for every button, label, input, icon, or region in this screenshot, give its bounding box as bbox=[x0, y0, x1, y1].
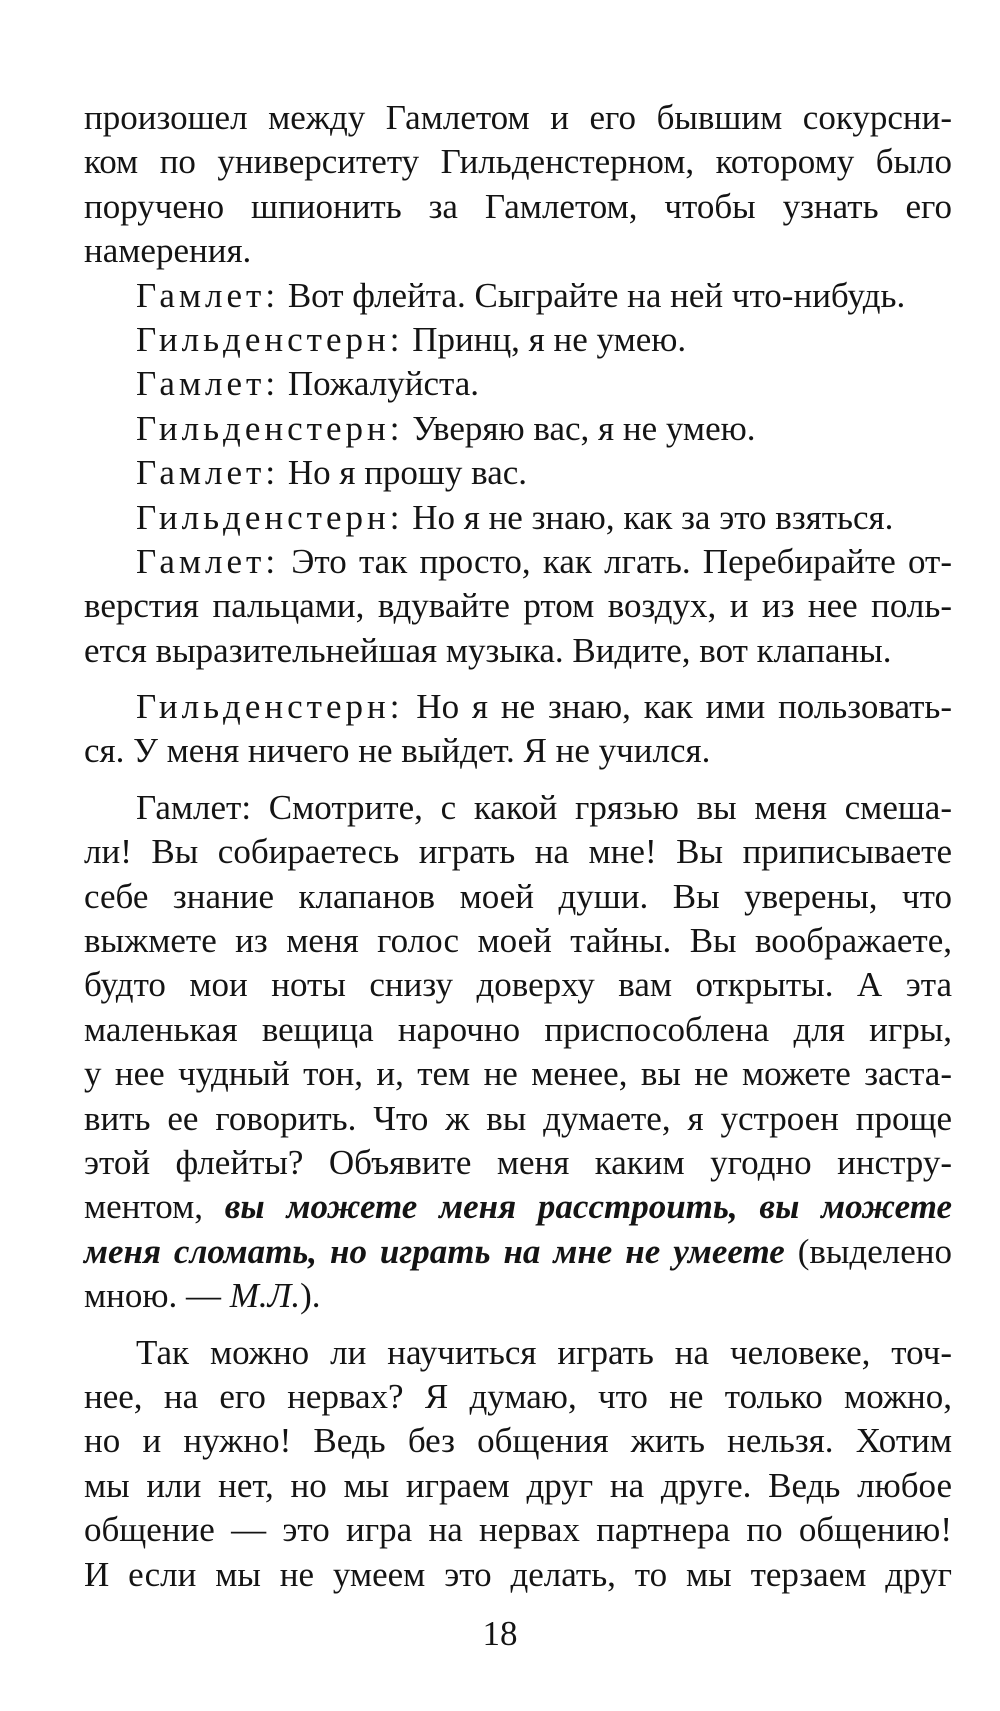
dialogue-text: Пожалуйста. bbox=[279, 364, 479, 404]
plain-text: мною. — bbox=[84, 1276, 230, 1316]
dialogue-text: Но я не знаю, как ими пользовать- bbox=[403, 687, 952, 727]
text-line: поручено шпионить за Гамлетом, чтобы узнать его bbox=[84, 186, 952, 226]
dialogue-text: Но я не знаю, как за это взяться. bbox=[403, 497, 894, 537]
dialogue-line bbox=[84, 407, 952, 451]
text-line: И если мы не умеем это делать, то мы терзаем друг bbox=[84, 1554, 952, 1594]
paragraph-gap bbox=[84, 1319, 952, 1331]
page-number: 18 bbox=[482, 1614, 518, 1653]
text-line bbox=[84, 1274, 952, 1318]
speaker-name: Гамлет: bbox=[136, 275, 280, 315]
speaker-name: Гильденстерн: bbox=[136, 408, 404, 448]
author-initials: М.Л. bbox=[229, 1276, 301, 1316]
text-line: общение — это игра на нервах партнера по общению! bbox=[84, 1510, 952, 1550]
dialogue-text: Уверяю вас, я не умею. bbox=[403, 408, 756, 448]
dialogue-text: Но я прошу вас. bbox=[279, 453, 528, 493]
plain-text: ментом, bbox=[84, 1187, 225, 1227]
text-line: нее, на его нервах? Я думаю, что не только можно, bbox=[84, 1376, 952, 1416]
speaker-name: Гамлет: bbox=[136, 541, 280, 581]
text-line: Так можно ли научиться играть на человеке, точ- bbox=[136, 1332, 952, 1372]
text-line: верстия пальцами, вдувайте ртом воздух, и из нее поль- bbox=[84, 586, 952, 626]
text-line: этой флейты? Объявите меня каким угодно инстру- bbox=[84, 1142, 952, 1182]
speaker-name: Гамлет: bbox=[136, 364, 280, 404]
dialogue-line bbox=[84, 451, 952, 495]
text-line bbox=[84, 1185, 952, 1229]
dialogue-line bbox=[84, 685, 952, 729]
text-line: ли! Вы собираетесь играть на мне! Вы приписываете bbox=[84, 832, 952, 872]
text-line: ется выразительнейшая музыка. Видите, вот клапаны. bbox=[84, 630, 892, 670]
dialogue-text: Это так просто, как лгать. Перебирайте от- bbox=[279, 541, 952, 581]
page-text bbox=[84, 96, 952, 1597]
dialogue-text: Принц, я не умею. bbox=[403, 319, 687, 359]
dialogue-line bbox=[84, 318, 952, 362]
speaker-name: Гильденстерн: bbox=[136, 687, 404, 727]
paragraph-gap bbox=[84, 774, 952, 786]
dialogue-text: Вот флейта. Сыграйте на ней что-нибудь. bbox=[279, 275, 906, 315]
dialogue-line bbox=[84, 362, 952, 406]
text-line: маленькая вещица нарочно приспособлена для игры, bbox=[84, 1009, 952, 1049]
text-line: мы или нет, но мы играем друг на друге. Ведь любое bbox=[84, 1465, 952, 1505]
text-line bbox=[84, 1230, 952, 1274]
speaker-name: Гильденстерн: bbox=[136, 497, 404, 537]
dialogue-line bbox=[84, 540, 952, 584]
text-line: ком по университету Гильденстерном, которому было bbox=[84, 142, 952, 182]
text-line: будто мои ноты снизу доверху вам открыты. А эта bbox=[84, 965, 952, 1005]
text-line: у нее чудный тон, и, тем не менее, вы не можете заста- bbox=[84, 1054, 952, 1094]
speaker-name: Гамлет: bbox=[136, 453, 280, 493]
plain-text: (выделено bbox=[784, 1231, 952, 1271]
plain-text: ). bbox=[300, 1276, 321, 1316]
emphasized-text: меня сломать, но играть на мне не умеете bbox=[84, 1231, 785, 1271]
text-line: вить ее говорить. Что ж вы думаете, я устроен проще bbox=[84, 1098, 952, 1138]
text-line: себе знание клапанов моей души. Вы уверены, что bbox=[84, 876, 952, 916]
text-line: Гамлет: Смотрите, с какой грязью вы меня смеша- bbox=[136, 787, 952, 827]
dialogue-line bbox=[84, 496, 952, 540]
emphasized-text: вы можете меня расстроить, вы можете bbox=[224, 1187, 952, 1227]
speaker-name: Гильденстерн: bbox=[136, 319, 404, 359]
text-line: выжмете из меня голос моей тайны. Вы воображаете, bbox=[84, 921, 952, 961]
paragraph-gap bbox=[84, 673, 952, 685]
text-line: но и нужно! Ведь без общения жить нельзя. Хотим bbox=[84, 1421, 952, 1461]
text-line: произошел между Гамлетом и его бывшим сокурсни- bbox=[84, 98, 952, 137]
text-line: ся. У меня ничего не выйдет. Я не учился. bbox=[84, 731, 711, 771]
dialogue-line bbox=[84, 274, 952, 318]
text-line: намерения. bbox=[84, 231, 252, 271]
